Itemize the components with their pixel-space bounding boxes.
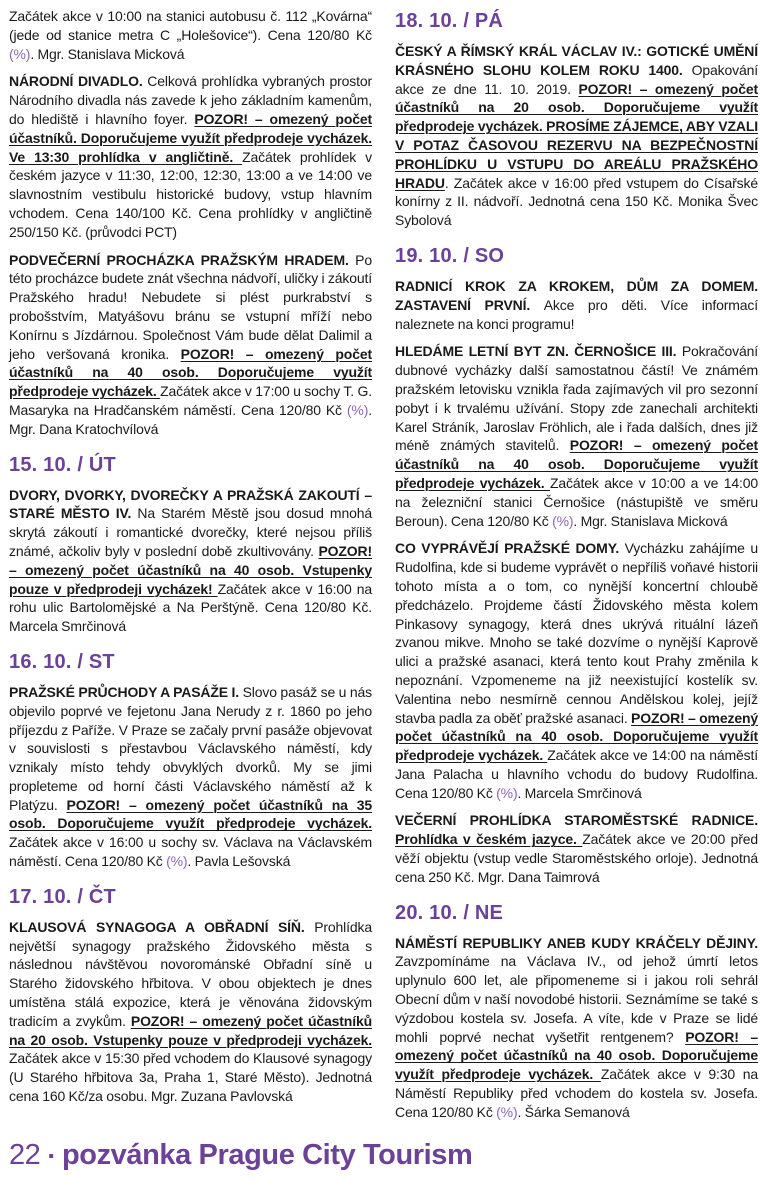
event-paragraph <box>395 42 758 230</box>
body-text: Prohlídka největší synagogy pražského Židovského města s následnou návštěvou novorománské Obřadní síně u Starého židovského hřbitova. V obou objektech je dnes umístěna stálá expozice, která je věnována židovským tradicím a zvykům. <box>9 918 372 1029</box>
notice-text: Prohlídka v českém jazyce. <box>395 831 583 848</box>
body-text: Začátek akce v 10:00 a ve 14:00 na železniční stanici Černošice (nástupiště ve směru Beroun). Cena 120/80 Kč <box>395 474 758 529</box>
footer-title: pozvánka Prague City Tourism <box>61 1139 473 1171</box>
event-paragraph <box>9 683 372 871</box>
event-paragraph <box>395 539 758 802</box>
body-text: . Mgr. Stanislava Micková <box>573 512 728 529</box>
body-text: . Začátek akce v 16:00 před vstupem do Císařské konírny z II. nádvoří. Jednotná cena 150 Kč. Monika Švec Sybolová <box>395 174 758 229</box>
body-text: Začátek prohlídek v českém jazyce v 11:30, 12:00, 12:30, 13:00 a ve 14:00 ve slavnostním vestibulu historické budovy, vstup hlavním vchodem. Cena 140/100 Kč. Cena prohlídky v angličtině 250/150 Kč. (průvodci PCT) <box>9 148 372 240</box>
date-heading: 20. 10. / NE <box>395 901 504 924</box>
discount-percent: (%) <box>9 45 31 62</box>
body-text: Začátek akce v 15:30 před vchodem do Klausové synagogy (U Starého hřbitova 3a, Praha 1, Staré Město). Jednotná cena 160 Kč/za osobu. Mgr. Zuzana Pavlovská <box>9 1050 372 1105</box>
body-text: Akce pro děti. Více informací naleznete na konci programu! <box>395 296 758 332</box>
body-text: Celková prohlídka vybraných prostor Národního divadla nás zavede k jeho základním kamenům, do hlediště i hlavního foyer. <box>9 73 373 127</box>
discount-percent: (%) <box>496 1103 518 1120</box>
discount-percent: (%) <box>552 512 574 529</box>
event-title: DVORY, DVORKY, DVOREČKY A PRAŽSKÁ ZAKOUTÍ – STARÉ MĚSTO IV. <box>9 486 372 522</box>
column-2 <box>395 7 758 1131</box>
event-title: VEČERNÍ PROHLÍDKA STAROMĚSTSKÉ RADNICE. <box>395 812 758 829</box>
event-title: PRAŽSKÉ PRŮCHODY A PASÁŽE I. <box>9 683 243 700</box>
body-text: . Marcela Smrčinová <box>517 784 642 801</box>
notice-text: POZOR! – omezený počet účastníků na 40 osob. Doporučujeme využít předprodeje vycházek. <box>9 345 372 400</box>
date-heading: 16. 10. / ST <box>9 650 115 673</box>
body-text: . Šárka Semanová <box>517 1103 630 1120</box>
event-title: PODVEČERNÍ PROCHÁZKA PRAŽSKÝM HRADEM. <box>9 251 356 268</box>
event-title: HLEDÁME LETNÍ BYT ZN. ČERNOŠICE III. <box>395 343 682 360</box>
body-text: Začátek akce ve 20:00 před věží objektu (vstup vedle Staroměstského orloje). Jednotná cena 250 Kč. Mgr. Dana Taimrová <box>395 831 758 885</box>
event-title: NÁRODNÍ DIVADLO. <box>9 73 148 90</box>
body-text: Po této procházce budete znát všechna nádvoří, uličky i zákoutí Pražského hradu! Nebudete si plést purkrabství s probošstvím, Matyášovu bránu se vstupní mříží nebo Konírnu s Jízdárnou. Společnost Vám bude dělat Dalimil a jeho veršovaná kronika. <box>9 251 372 362</box>
event-paragraph <box>395 342 758 530</box>
discount-percent: (%) <box>166 853 188 870</box>
body-text: . Mgr. Dana Kratochvílová <box>9 401 372 437</box>
event-title: NÁMĚSTÍ REPUBLIKY ANEB KUDY KRÁČELY DĚJINY. <box>395 934 758 951</box>
event-paragraph <box>395 811 758 886</box>
event-title: RADNICÍ KROK ZA KROKEM, DŮM ZA DOMEM. ZASTAVENÍ PRVNÍ. <box>395 277 758 313</box>
page-footer <box>9 1139 472 1172</box>
body-text: Začátek akce v 16:00 na rohu ulic Bartolomějské a Na Perštýně. Cena 120/80 Kč. Marcela Smrčinová <box>9 580 373 635</box>
event-paragraph <box>9 7 372 63</box>
event-title: CO VYPRÁVĚJÍ PRAŽSKÉ DOMY. <box>395 540 625 557</box>
column-1 <box>9 7 372 1131</box>
body-text: Začátek akce ve 14:00 na náměstí Jana Palacha u hlavního vchodu do budovy Rudolfina. Cena 120/80 Kč <box>395 747 758 801</box>
body-text: Na Starém Městě jsou dosud mnohá skrytá zákoutí i romantické dvorečky, které nejsou příliš známé, ačkoliv byly v poslední době zkultivovány. <box>9 505 372 559</box>
event-paragraph <box>395 934 758 1122</box>
event-paragraph <box>395 277 758 333</box>
body-text: Pokračování dubnové vycházky další samostatnou částí! Ve známém pražském letovisku vznikla řada zajímavých vil pro sezonní pobyt i k trvalému užívání. Stopy zde zanechali architekti Karel Stráník, Jaroslav Fröhlich, ale i řada dalších, dnes již méně známých stavitelů. <box>395 343 758 454</box>
date-heading: 18. 10. / PÁ <box>395 10 504 32</box>
notice-text: POZOR! – omezený počet účastníků na 40 osob. Doporučujeme využít předprodeje vycházek. <box>395 1028 758 1083</box>
notice-text: POZOR! – omezený počet účastníků na 40 osob. Vstupenky pouze v předprodeji vycházek! <box>9 542 372 597</box>
event-title: KLAUSOVÁ SYNAGOGA A OBŘADNÍ SÍŇ. <box>9 918 315 935</box>
body-text: Opakování akce ze dne 11. 10. 2019. <box>395 61 758 97</box>
body-text: Slovo pasáž se u nás objevilo poprvé ve fejetonu Jana Nerudy z r. 1860 po jeho příjezdu z Paříže. V Praze se začaly první pasáže objevovat v souvislosti s přestavbou Václavského náměstí, kdy vznikaly místo tehdy obvyklých dvorků. My se jimi propleteme od horní části Václavského náměstí až k Platýzu. <box>9 683 372 813</box>
date-heading: 19. 10. / SO <box>395 244 505 267</box>
body-text: Zavzpomínáme na Václava IV., od jehož úmrtí letos uplynulo 600 let, ale připomeneme si i jakou roli sehrál Obecní dům v naší novodobé historii. Seznámíme se také s výzdobou kostela sv. Josefa. A víte, kde v Praze se lidé mohli poprvé nechat vyšetřit rentgenem? <box>395 953 758 1045</box>
discount-percent: (%) <box>496 784 518 801</box>
body-text: Začátek akce v 16:00 u sochy sv. Václava na Václavském náměstí. Cena 120/80 Kč <box>9 834 372 870</box>
event-paragraph <box>9 72 372 241</box>
body-text: . Pavla Lešovská <box>187 853 291 870</box>
body-text: . Mgr. Stanislava Micková <box>30 45 185 62</box>
notice-text: POZOR! – omezený počet účastníků na 40 osob. Doporučujeme využít předprodeje vycházek. <box>395 709 758 764</box>
date-heading: 15. 10. / ÚT <box>9 453 116 476</box>
event-title: ČESKÝ A ŘÍMSKÝ KRÁL VÁCLAV IV.: GOTICKÉ UMĚNÍ KRÁSNÉHO SLOHU KOLEM ROKU 1400. <box>395 43 758 78</box>
notice-text: POZOR! – omezený počet účastníků na 40 osob. Doporučujeme využít předprodeje vycházek. <box>395 437 758 491</box>
event-paragraph <box>9 918 372 1106</box>
notice-text: POZOR! – omezený počet účastníků na 35 osob. Doporučujeme využít předprodeje vycházek. <box>9 796 372 832</box>
event-paragraph <box>9 251 372 439</box>
event-paragraph <box>9 486 372 636</box>
discount-percent: (%) <box>346 401 369 418</box>
body-text: Začátek akce v 9:30 na Náměstí Republiky před vchodem do kostela sv. Josefa. Cena 120/80 Kč <box>395 1066 758 1120</box>
date-heading: 17. 10. / ČT <box>9 885 116 908</box>
page-number: 22 <box>9 1139 41 1171</box>
body-text: Vycházku zahájíme u Rudolfina, kde si budeme vyprávět o nepříliš voňavé historii tohoto místa a o tom, co nynější koncertní chloubě předcházelo. Projdeme částí Židovského města kolem Pinkasovy synagogy, která dnes ukrývá rituální lázeň zvanou mikve. Mnoho se také dozvíme o nynější Kaprově ulici a pražské asanaci, která tento kout Prahy změnila k nepoznání. Vzpomeneme na již neexistující kostelík sv. Valentina nebo nesmírně cennou Andělskou kolej, jejíž stavba padla za oběť pražské asanaci. <box>395 540 758 726</box>
notice-text: POZOR! – omezený počet účastníků na 20 osob. Doporučujeme využít předprodeje vycházek. PROSÍME ZÁJEMCE, ABY VZALI V POTAZ ČASOVOU REZERVU NA BEZPEČNOSTNÍ PROHLÍDKU U VSTUPU DO AREÁLU PRAŽSKÉHO HRADU <box>395 80 758 191</box>
body-text: Začátek akce v 17:00 u sochy T. G. Masaryka na Hradčanském náměstí. Cena 120/80 Kč <box>9 383 372 418</box>
footer-bullet-icon: ▪ <box>48 1147 54 1165</box>
notice-text: POZOR! – omezený počet účastníků na 20 osob. Vstupenky pouze v předprodeji vycházek. <box>9 1012 372 1048</box>
body-text: Začátek akce v 10:00 na stanici autobusu č. 112 „Kovárna“ (jede od stanice metra C „Holešovice“). Cena 120/80 Kč <box>9 8 372 43</box>
notice-text: POZOR! – omezený počet účastníků. Doporučujeme využít předprodeje vycházek. Ve 13:30 prohlídka v angličtině. <box>9 110 373 165</box>
